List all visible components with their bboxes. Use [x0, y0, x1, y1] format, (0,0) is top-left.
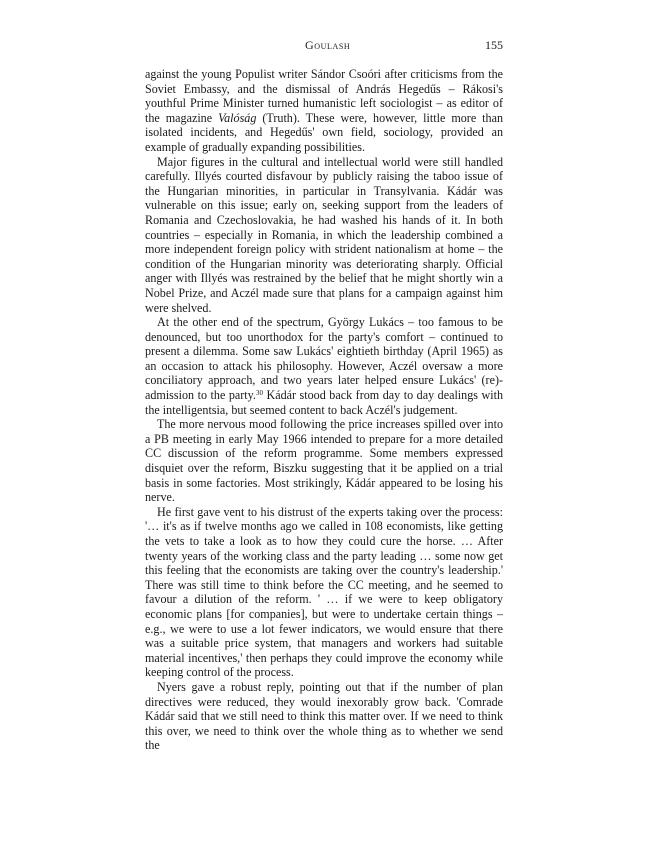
paragraph-1: [145, 67, 503, 155]
paragraph-1-text-b: (Truth). These were, however, little more than isolated incidents, and Hegedűs' own field, sociology, provided an example of gradually expanding possibilities.: [145, 110, 503, 154]
magazine-title: Valóság: [218, 110, 257, 125]
body-text: [145, 67, 503, 753]
footnote-marker: 30: [255, 389, 263, 398]
paragraph-2: Major figures in the cultural and intellectual world were still handled carefully. Illyés courted disfavour by publicly raising the taboo issue of the Hungarian minorities, in particular in Transylvania. Kádár was vulnerable on this issue; early on, seeking support from the leaders of Romania and Czechoslovakia, he had washed his hands of it. In both countries – especially in Romania, in which the leadership combined a more independent foreign policy with strident nationalism at home – the condition of the Hungarian minority was deteriorating sharply. Official anger with Illyés was restrained by the belief that he might shortly win a Nobel Prize, and Aczél made sure that plans for a campaign against him were shelved.: [145, 154, 503, 315]
paragraph-3-text-b: Kádár stood back from day to day dealings with the intelligentsia, but seemed content to back Aczél's judgement.: [145, 388, 503, 417]
paragraph-3-text-a: At the other end of the spectrum, György Lukács – too famous to be denounced, but too unorthodox for the party's comfort – continued to present a dilemma. Some saw Lukács' eightieth birthday (April 1965) as an occasion to attack his philosophy. However, Aczél oversaw a more conciliatory approach, and two years later helped ensure Lukács' (re)-admission to the party.: [145, 315, 503, 403]
paragraph-5: He first gave vent to his distrust of the experts taking over the process: '… it's as if twelve months ago we called in 108 economists, like getting the vets to take a look as to how they could cure the horse. … After twenty years of the working class and the party leading … some now get this feeling that the economists are taking over the country's leadership.' There was still time to think before the CC meeting, and he seemed to favour a dilution of the reform. ' … if we were to keep obligatory economic plans [for companies], but were to undertake certain things – e.g., we were to use a lot fewer indicators, we would ensure that there was a suitable price system, that managers and workers had suitable material incentives,' then perhaps they could improve the economy while keeping control of the process.: [145, 504, 503, 680]
running-title: Goulash: [305, 38, 351, 52]
page-number: 155: [485, 38, 503, 52]
paragraph-6: Nyers gave a robust reply, pointing out that if the number of plan directives were reduced, they would inexorably grow back. 'Comrade Kádár said that we still need to think this matter over. If we need to think this over, we need to think over the whole thing as to whether we send the: [145, 679, 503, 753]
running-head: [145, 38, 503, 54]
paragraph-3: [145, 315, 503, 417]
paragraph-1-text-a: against the young Populist writer Sándor Csoóri after criticisms from the Soviet Embassy, and the dismissal of András Hegedűs – Rákosi's youthful Prime Minister turned humanistic left sociologist – as editor of the magazine: [145, 67, 503, 125]
paragraph-4: The more nervous mood following the price increases spilled over into a PB meeting in early May 1966 intended to prepare for a more detailed CC discussion of the reform programme. Some members expressed disquiet over the reform, Biszku suggesting that it be applied on a trial basis in some factories. Most strikingly, Kádár appeared to be losing his nerve.: [145, 417, 503, 505]
